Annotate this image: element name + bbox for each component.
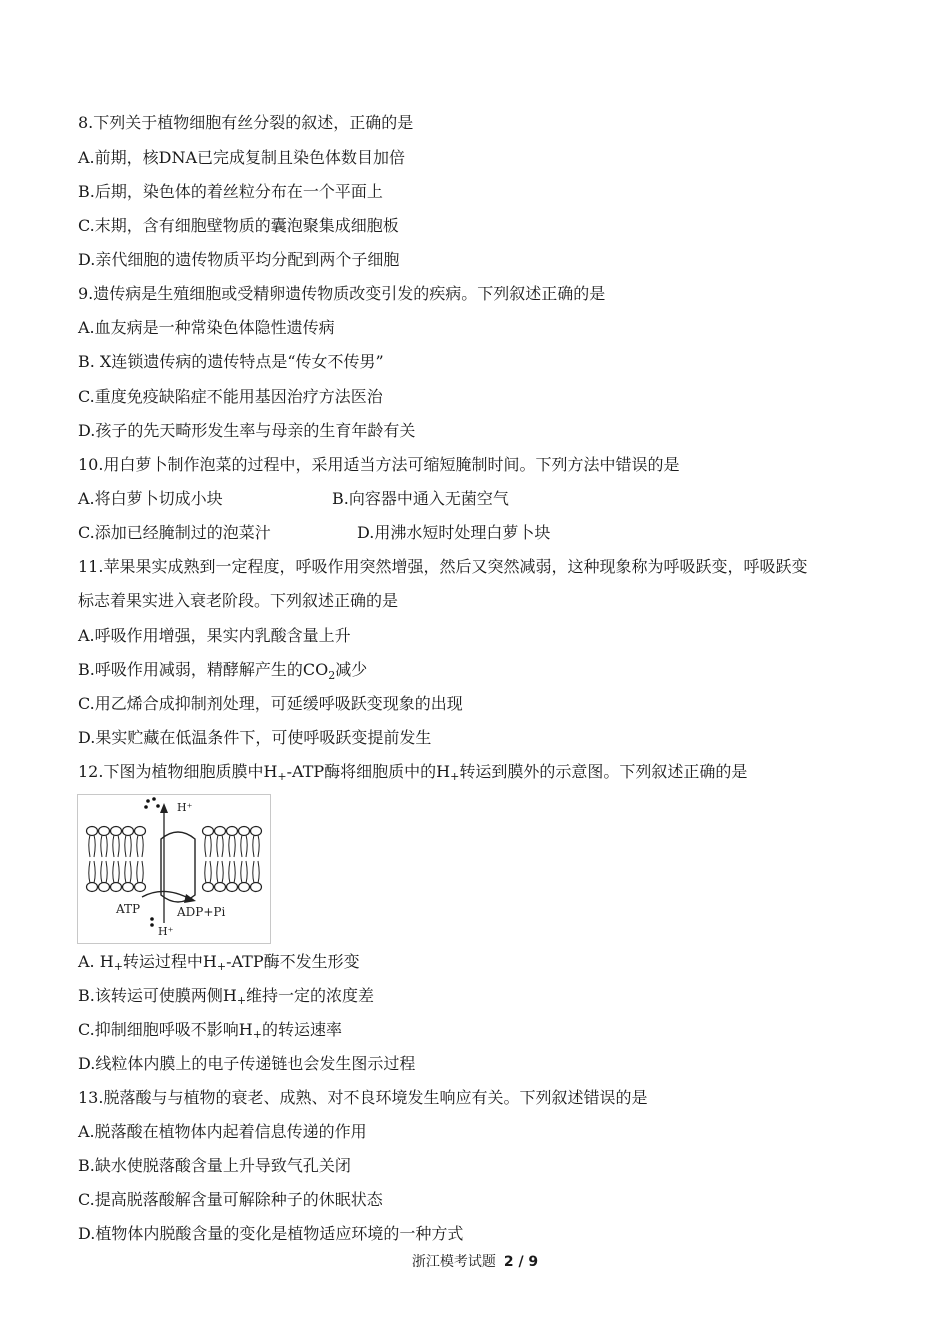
lipid-head <box>203 827 214 836</box>
footer-title: 浙江模考试题 <box>411 1254 496 1270</box>
lipid-tail <box>118 861 119 883</box>
lipid-head <box>251 827 262 836</box>
lipid-head <box>135 883 146 892</box>
opt-part: B.该转运可使膜两侧H <box>78 986 237 1005</box>
lipid-tail <box>142 835 143 857</box>
lipid-tail <box>205 861 206 883</box>
opt-part: -ATP酶不发生形变 <box>226 952 360 971</box>
lipid-tail <box>229 861 230 883</box>
option-b-text: B.呼吸作用减弱，精酵解产生的CO <box>78 660 329 679</box>
question-8-option-c: C.末期，含有细胞壁物质的囊泡聚集成细胞板 <box>78 216 399 235</box>
question-12-option-a <box>78 951 360 978</box>
option-b-tail: 减少 <box>335 660 368 679</box>
lipid-tail <box>113 861 114 883</box>
stem-part: 转运到膜外的示意图。下列叙述正确的是 <box>459 762 748 781</box>
question-8-option-d: D.亲代细胞的遗传物质平均分配到两个子细胞 <box>78 250 400 269</box>
question-10-option-c: C.添加已经腌制过的泡菜汁 <box>78 523 271 542</box>
lipid-head <box>239 827 250 836</box>
question-12-option-c <box>78 1019 342 1046</box>
question-11-option-a: A.呼吸作用增强，果实内乳酸含量上升 <box>78 626 351 645</box>
question-8-option-b: B.后期，染色体的着丝粒分布在一个平面上 <box>78 182 383 201</box>
lipid-head <box>87 827 98 836</box>
lipid-head <box>135 827 146 836</box>
plus-sign: + <box>236 994 247 1007</box>
lipid-tail <box>217 861 218 883</box>
lipid-head <box>99 883 110 892</box>
question-11-option-d: D.果实贮藏在低温条件下，可使呼吸跃变提前发生 <box>78 728 432 747</box>
lipid-head <box>99 827 110 836</box>
question-10-option-b: B.向容器中通入无菌空气 <box>332 489 509 508</box>
lipid-tail <box>258 861 259 883</box>
question-13-option-c: C.提高脱落酸解含量可解除种子的休眠状态 <box>78 1190 383 1209</box>
lipid-tail <box>253 861 254 883</box>
lipid-tail <box>89 861 90 883</box>
lipid-tail <box>130 835 131 857</box>
lipid-tail <box>125 861 126 883</box>
lipid-tail <box>253 835 254 857</box>
question-11-option-b <box>78 659 367 687</box>
question-11-option-c: C.用乙烯合成抑制剂处理，可延缓呼吸跃变现象的出现 <box>78 694 463 713</box>
question-12-option-d: D.线粒体内膜上的电子传递链也会发生图示过程 <box>78 1054 416 1073</box>
plus-sign: + <box>277 770 287 783</box>
lipid-tail <box>137 861 138 883</box>
lipid-tail <box>89 835 90 857</box>
plus-sign: + <box>113 960 123 973</box>
opt-part: 维持一定的浓度差 <box>246 986 375 1005</box>
h-ion-top-label: H⁺ <box>177 801 193 814</box>
lipid-tail <box>241 861 242 883</box>
lipid-tail <box>94 835 95 857</box>
lipid-head <box>123 883 134 892</box>
question-11-stem-line1: 11.苹果果实成熟到一定程度，呼吸作用突然增强，然后又突然减弱，这种现象称为呼吸跃变，呼吸跃变 <box>78 557 808 576</box>
lipid-tail <box>106 861 107 883</box>
lipid-tail <box>101 861 102 883</box>
lipid-tail <box>258 835 259 857</box>
lipid-tail <box>246 861 247 883</box>
arrow-head-icon <box>160 803 168 813</box>
question-10-option-d: D.用沸水短时处理白萝卜块 <box>357 523 551 542</box>
question-8-stem: 8.下列关于植物细胞有丝分裂的叙述，正确的是 <box>78 113 414 132</box>
lipid-head <box>123 827 134 836</box>
opt-part: C.抑制细胞呼吸不影响H <box>78 1020 253 1039</box>
lipid-head <box>111 883 122 892</box>
lipid-tail <box>125 835 126 857</box>
lipid-head <box>227 827 238 836</box>
lipid-tail <box>130 861 131 883</box>
adp-pi-label: ADP+Pi <box>177 905 226 919</box>
lipid-head <box>111 827 122 836</box>
plus-sign: + <box>252 1028 262 1041</box>
opt-part: A. H <box>78 952 114 971</box>
question-9-option-b: B. X连锁遗传病的遗传特点是“传女不传男” <box>78 352 384 371</box>
lipid-tail <box>118 835 119 857</box>
lipid-tail <box>94 861 95 883</box>
lipid-head <box>239 883 250 892</box>
question-12-stem <box>78 761 747 788</box>
question-13-option-a: A.脱落酸在植物体内起着信息传递的作用 <box>78 1122 367 1141</box>
lipid-tail <box>210 861 211 883</box>
question-8-option-a: A.前期，核DNA已完成复制且染色体数目加倍 <box>78 148 406 167</box>
lipid-tail <box>234 861 235 883</box>
membrane-diagram <box>78 795 270 943</box>
page-footer <box>0 1252 950 1272</box>
opt-part: 转运过程中H <box>122 952 217 971</box>
co2-subscript: 2 <box>328 669 336 682</box>
plus-sign: + <box>450 770 460 783</box>
atp-label: ATP <box>116 902 141 916</box>
h-ion-bottom-label: H⁺ <box>158 925 174 938</box>
question-9-option-c: C.重度免疫缺陷症不能用基因治疗方法医治 <box>78 387 383 406</box>
lipid-tail <box>210 835 211 857</box>
lipid-tail <box>222 861 223 883</box>
lipid-tail <box>113 835 114 857</box>
question-13-option-d: D.植物体内脱酸含量的变化是植物适应环境的一种方式 <box>78 1224 464 1243</box>
lipid-tail <box>241 835 242 857</box>
question-12-option-b <box>78 985 374 1012</box>
question-9-stem: 9.遗传病是生殖细胞或受精卵遗传物质改变引发的疾病。下列叙述正确的是 <box>78 284 606 303</box>
question-10-stem: 10.用白萝卜制作泡菜的过程中，采用适当方法可缩短腌制时间。下列方法中错误的是 <box>78 455 680 474</box>
question-13-option-b: B.缺水使脱落酸含量上升导致气孔关闭 <box>78 1156 351 1175</box>
lipid-tail <box>205 835 206 857</box>
stem-part: 12.下图为植物细胞质膜中H <box>78 762 278 781</box>
lipid-tail <box>101 835 102 857</box>
lipid-head <box>203 883 214 892</box>
stem-part: -ATP酶将细胞质中的H <box>286 762 451 781</box>
question-9-option-a: A.血友病是一种常染色体隐性遗传病 <box>78 318 335 337</box>
lipid-tail <box>106 835 107 857</box>
lipid-tail <box>142 861 143 883</box>
lipid-head <box>215 883 226 892</box>
lipid-head <box>87 883 98 892</box>
lipid-tail <box>137 835 138 857</box>
question-9-option-d: D.孩子的先天畸形发生率与母亲的生育年龄有关 <box>78 421 416 440</box>
lipid-tail <box>246 835 247 857</box>
plus-sign: + <box>216 960 227 973</box>
lipid-tail <box>229 835 230 857</box>
question-13-stem: 13.脱落酸与与植物的衰老、成熟、对不良环境发生响应有关。下列叙述错误的是 <box>78 1088 648 1107</box>
lipid-tail <box>217 835 218 857</box>
opt-part: 的转运速率 <box>261 1020 342 1039</box>
proton-pump-figure <box>77 794 271 944</box>
page-number: 2 / 9 <box>503 1254 539 1270</box>
lipid-tail <box>222 835 223 857</box>
question-10-option-a: A.将白萝卜切成小块 <box>78 489 223 508</box>
lipid-head <box>215 827 226 836</box>
question-11-stem-line2: 标志着果实进入衰老阶段。下列叙述正确的是 <box>78 591 399 610</box>
lipid-head <box>227 883 238 892</box>
lipid-head <box>251 883 262 892</box>
lipid-tail <box>234 835 235 857</box>
